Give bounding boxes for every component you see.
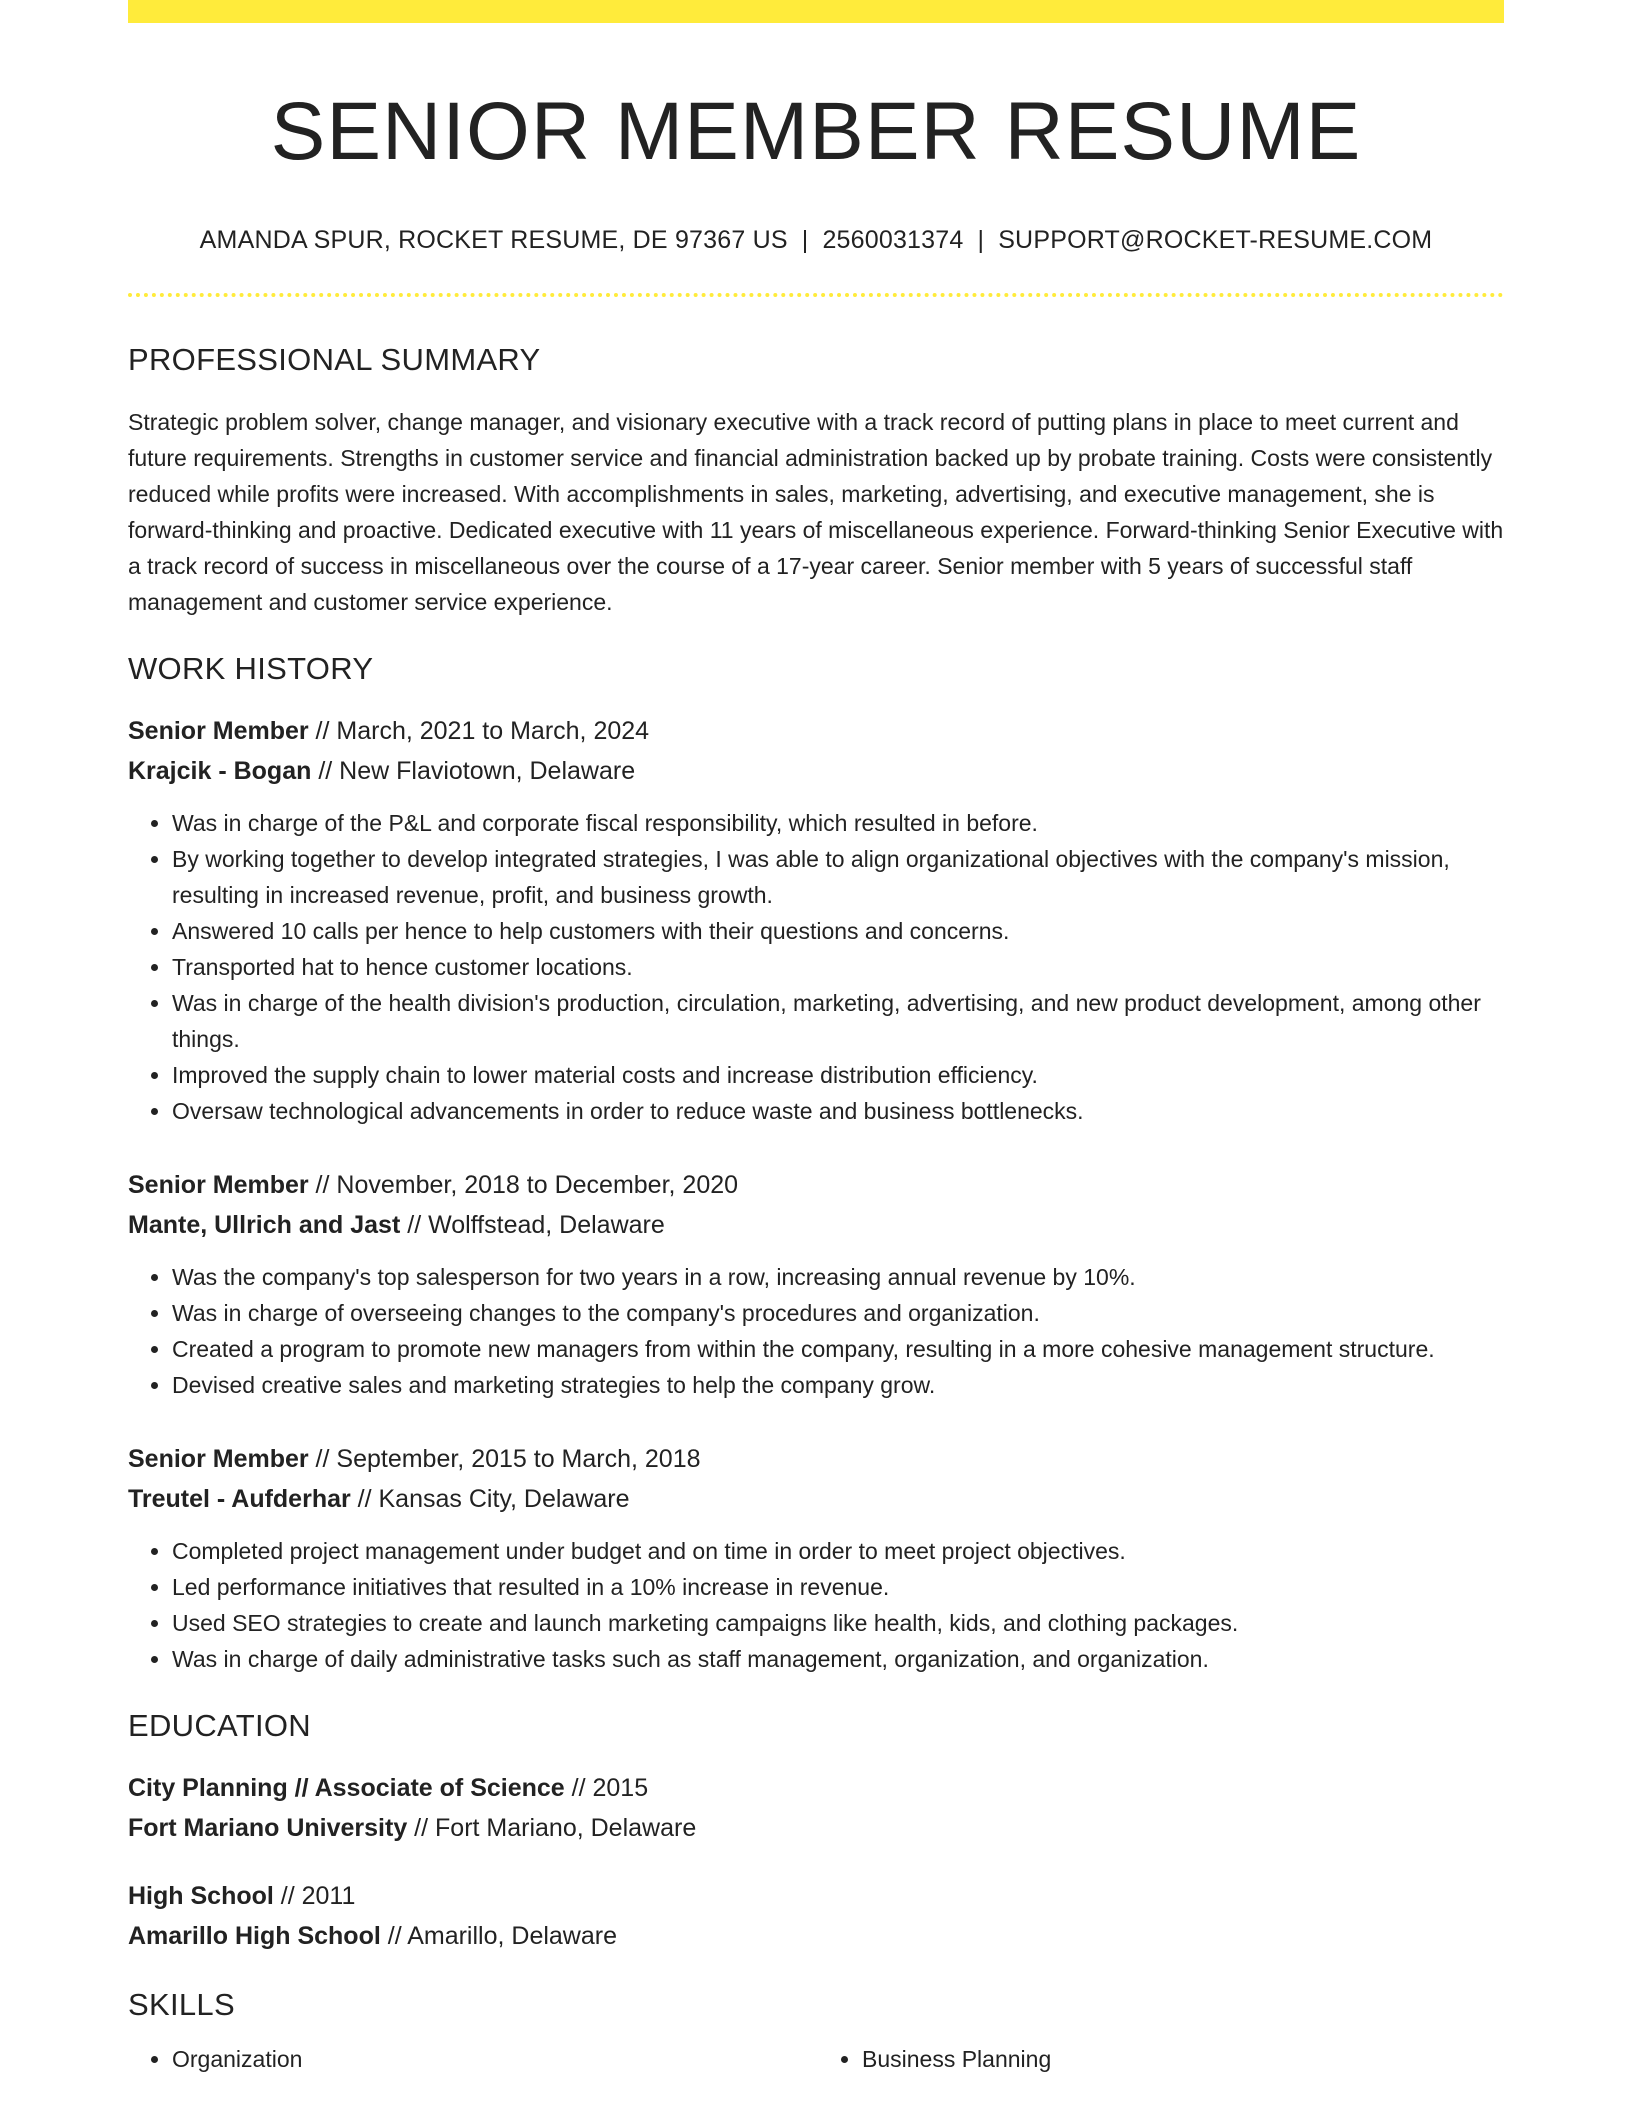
job-bullet: • Oversaw technological advancements in order to reduce waste and business bottlenecks. xyxy=(172,1093,1504,1129)
job-company: Treutel - Aufderhar xyxy=(128,1484,351,1513)
job-dates: // March, 2021 to March, 2024 xyxy=(308,716,650,745)
accent-bar xyxy=(128,0,1504,23)
job-bullets xyxy=(128,1259,1504,1403)
contact-separator: | xyxy=(977,226,985,255)
job-company-line xyxy=(128,751,1504,791)
education-school-line xyxy=(128,1916,1504,1956)
job-bullet: • Answered 10 calls per hence to help customers with their questions and concerns. xyxy=(172,913,1504,949)
work-history-section xyxy=(128,650,1504,1677)
contact-address: AMANDA SPUR, ROCKET RESUME, DE 97367 US xyxy=(199,226,788,255)
education-degree-line xyxy=(128,1876,1504,1916)
job-bullet: • Was the company's top salesperson for two years in a row, increasing annual revenue by 10%. xyxy=(172,1259,1504,1295)
contact-line xyxy=(128,225,1504,255)
page-title: SENIOR MEMBER RESUME xyxy=(270,86,1362,177)
job-bullet: • Transported hat to hence customer locations. xyxy=(172,949,1504,985)
job-bullet: • Was in charge of daily administrative tasks such as staff management, organization, and organization. xyxy=(172,1641,1504,1677)
job-dates: // September, 2015 to March, 2018 xyxy=(308,1444,701,1473)
summary-section xyxy=(128,341,1504,619)
education-degree: City Planning // Associate of Science xyxy=(128,1773,565,1802)
job-entry xyxy=(128,711,1504,1129)
education-degree-line xyxy=(128,1768,1504,1808)
section-heading-work-history: WORK HISTORY xyxy=(128,650,374,686)
contact-phone: 2560031374 xyxy=(822,226,964,255)
job-bullets xyxy=(128,805,1504,1129)
resume-page xyxy=(128,0,1504,2077)
dotted-divider xyxy=(128,293,1504,297)
job-company-line xyxy=(128,1479,1504,1519)
summary-text: Strategic problem solver, change manager, and visionary executive with a track record of putting plans in place to meet current and future requirements. Strengths in customer service and financial administration backed up by probate training. Costs were consistently reduced while profits were increased. With accomplishments in sales, marketing, advertising, and executive management, she is forward-thinking and proactive. Dedicated executive with 11 years of miscellaneous experience. Forward-thinking Senior Executive with a track record of success in miscellaneous over the course of a 17-year career. Senior member with 5 years of successful staff management and customer service experience. xyxy=(128,408,1504,615)
job-bullet: • By working together to develop integrated strategies, I was able to align organizational objectives with the company's mission, resulting in increased revenue, profit, and business growth. xyxy=(172,841,1504,913)
education-year: // 2015 xyxy=(564,1773,649,1802)
job-bullet: • Used SEO strategies to create and launch marketing campaigns like health, kids, and clothing packages. xyxy=(172,1605,1504,1641)
job-entry xyxy=(128,1165,1504,1403)
job-bullet: • Was in charge of the P&L and corporate fiscal responsibility, which resulted in before. xyxy=(172,805,1504,841)
job-bullet: • Improved the supply chain to lower material costs and increase distribution efficiency. xyxy=(172,1057,1504,1093)
education-location: // Amarillo, Delaware xyxy=(380,1921,617,1950)
job-dates: // November, 2018 to December, 2020 xyxy=(308,1170,739,1199)
skills-list-left xyxy=(128,2041,812,2077)
job-bullet: • Was in charge of overseeing changes to the company's procedures and organization. xyxy=(172,1295,1504,1331)
job-bullet: • Led performance initiatives that resulted in a 10% increase in revenue. xyxy=(172,1569,1504,1605)
job-title-line xyxy=(128,1439,1504,1479)
job-title-line xyxy=(128,1165,1504,1205)
education-entry xyxy=(128,1876,1504,1956)
skill-item: • Business Planning xyxy=(862,2041,1502,2077)
skills-list-right xyxy=(812,2041,1502,2077)
education-degree: High School xyxy=(128,1881,274,1910)
job-bullet: • Devised creative sales and marketing strategies to help the company grow. xyxy=(172,1367,1504,1403)
job-entry xyxy=(128,1439,1504,1677)
job-bullet: • Created a program to promote new managers from within the company, resulting in a more cohesive management structure. xyxy=(172,1331,1504,1367)
job-location: // Kansas City, Delaware xyxy=(350,1484,630,1513)
education-section xyxy=(128,1707,1504,1956)
skills-section xyxy=(128,1986,1504,2077)
job-title: Senior Member xyxy=(128,716,309,745)
contact-email[interactable]: SUPPORT@ROCKET-RESUME.COM xyxy=(998,226,1433,255)
job-company: Mante, Ullrich and Jast xyxy=(128,1210,401,1239)
job-company: Krajcik - Bogan xyxy=(128,756,312,785)
education-location: // Fort Mariano, Delaware xyxy=(407,1813,697,1842)
job-bullets xyxy=(128,1533,1504,1677)
education-year: // 2011 xyxy=(273,1881,356,1910)
section-heading-skills: SKILLS xyxy=(128,1986,235,2022)
job-company-line xyxy=(128,1205,1504,1245)
section-heading-summary: PROFESSIONAL SUMMARY xyxy=(128,342,541,378)
skills-columns xyxy=(128,2041,1504,2077)
skill-item: • Organization xyxy=(172,2041,812,2077)
job-title: Senior Member xyxy=(128,1170,309,1199)
job-bullet: • Completed project management under budget and on time in order to meet project objectives. xyxy=(172,1533,1504,1569)
education-entry xyxy=(128,1768,1504,1848)
section-heading-education: EDUCATION xyxy=(128,1707,311,1743)
contact-separator: | xyxy=(801,226,809,255)
job-title-line xyxy=(128,711,1504,751)
job-location: // Wolffstead, Delaware xyxy=(400,1210,665,1239)
job-title: Senior Member xyxy=(128,1444,309,1473)
job-bullet: • Was in charge of the health division's production, circulation, marketing, advertising, and new product development, among other things. xyxy=(172,985,1504,1057)
job-location: // New Flaviotown, Delaware xyxy=(311,756,636,785)
education-school: Amarillo High School xyxy=(128,1921,381,1950)
education-school-line xyxy=(128,1808,1504,1848)
education-school: Fort Mariano University xyxy=(128,1813,408,1842)
